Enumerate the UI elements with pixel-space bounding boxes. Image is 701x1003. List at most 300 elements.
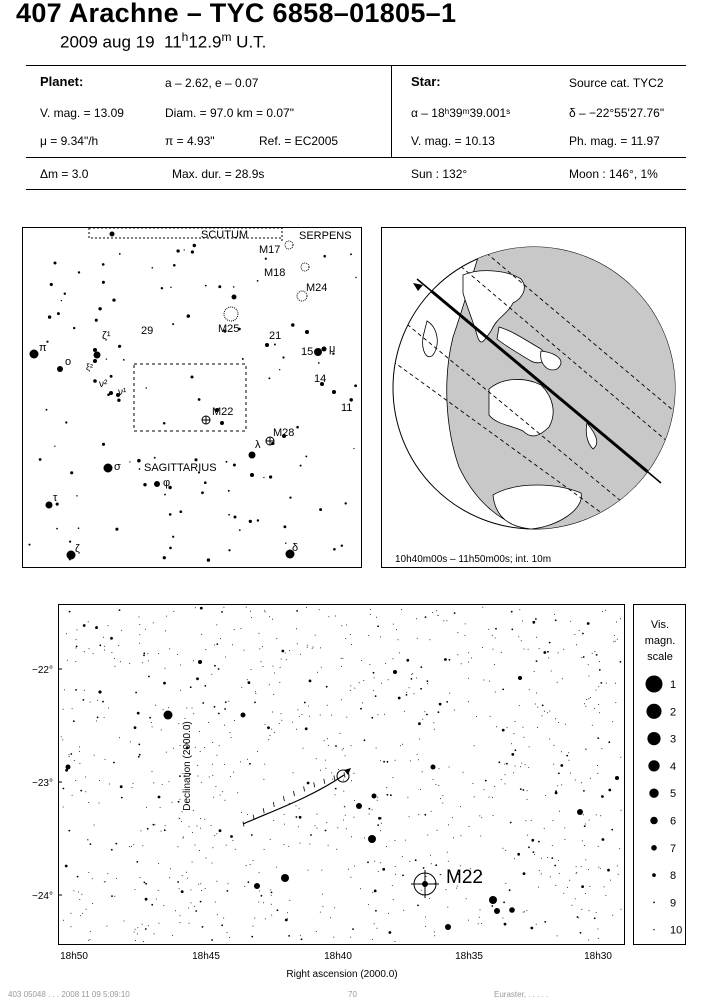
chart-star [76, 648, 77, 649]
chart-star [321, 870, 322, 871]
chart-star [75, 661, 76, 662]
finder-star [61, 300, 62, 301]
chart-star [606, 683, 607, 684]
page-title: 407 Arachne – TYC 6858–01805–1 [16, 0, 457, 28]
finder-star [93, 348, 97, 352]
chart-star [134, 726, 137, 729]
chart-star [522, 621, 523, 622]
chart-star [599, 669, 601, 671]
x-axis-label: Right ascension (2000.0) [286, 969, 398, 980]
chart-star [334, 907, 335, 908]
chart-star [495, 628, 497, 630]
chart-star [139, 634, 140, 635]
chart-star [555, 718, 556, 719]
chart-star [99, 803, 100, 804]
chart-star [257, 751, 258, 752]
chart-star [592, 653, 593, 654]
finder-star [170, 287, 171, 288]
chart-star [454, 710, 455, 711]
chart-star [76, 639, 77, 640]
chart-star [180, 915, 181, 916]
chart-star [142, 924, 143, 925]
chart-star [70, 913, 71, 914]
finder-star [314, 348, 322, 356]
chart-star [515, 766, 516, 767]
chart-star [393, 624, 394, 625]
chart-star [600, 868, 601, 869]
chart-star [92, 903, 93, 904]
chart-star [364, 838, 365, 839]
chart-star [479, 917, 480, 918]
finder-star [257, 280, 259, 282]
chart-star [514, 858, 515, 859]
chart-star [265, 918, 266, 919]
chart-star [599, 712, 600, 713]
chart-star [554, 614, 555, 615]
chart-star [476, 716, 477, 717]
chart-star [75, 689, 77, 691]
chart-star [279, 723, 280, 724]
chart-star [186, 708, 187, 709]
chart-star [539, 870, 540, 871]
chart-star [213, 797, 214, 798]
chart-star [373, 672, 375, 674]
chart-star [544, 828, 545, 829]
chart-star [597, 765, 598, 766]
chart-star [90, 702, 91, 703]
chart-star [78, 892, 79, 893]
chart-star [215, 786, 216, 787]
chart-star [75, 780, 76, 781]
chart-star [323, 906, 324, 907]
chart-star [300, 935, 301, 936]
chart-star [440, 874, 441, 875]
chart-star [415, 859, 417, 861]
chart-star [421, 890, 422, 891]
chart-star [434, 935, 435, 936]
finder-star [173, 264, 176, 267]
chart-star [121, 797, 123, 799]
chart-star [226, 845, 227, 846]
chart-star [598, 938, 599, 939]
finder-star [201, 491, 204, 494]
star-source: Source cat. TYC2 [569, 76, 664, 90]
chart-star [289, 650, 290, 651]
finder-star [154, 457, 156, 459]
chart-star [248, 881, 250, 883]
finder-star [274, 344, 276, 346]
chart-star [220, 638, 221, 639]
chart-star [88, 839, 89, 840]
chart-star [313, 647, 314, 648]
chart-star [247, 759, 248, 760]
chart-star [293, 772, 294, 773]
chart-star [547, 712, 548, 713]
chart-star [230, 835, 233, 838]
chart-star [354, 688, 355, 689]
chart-star [471, 658, 472, 659]
finder-star [104, 464, 113, 473]
finder-star [187, 314, 190, 317]
finder-star [151, 267, 153, 269]
chart-star [312, 648, 313, 649]
chart-star [338, 769, 339, 770]
chart-star [431, 765, 436, 770]
chart-star [292, 722, 293, 723]
finder-star [353, 448, 354, 449]
chart-star [598, 686, 599, 687]
planet-orbit: a – 2.62, e – 0.07 [165, 76, 259, 90]
star-delta: δ – −22°55'27.76" [569, 106, 665, 120]
chart-star [577, 809, 583, 815]
chart-star [437, 830, 438, 831]
chart-star [145, 898, 148, 901]
chart-star [94, 755, 95, 756]
chart-star [460, 806, 461, 807]
chart-star [547, 857, 548, 858]
chart-star [608, 741, 610, 743]
chart-star [363, 680, 364, 681]
chart-star [274, 673, 275, 674]
xtick-18h50: 18h50 [60, 951, 88, 962]
finder-star [119, 253, 121, 255]
chart-star [327, 705, 328, 706]
chart-star [445, 924, 451, 930]
chart-star [331, 772, 332, 773]
chart-star [172, 935, 173, 936]
time-hours: 11 [164, 32, 182, 52]
chart-star [502, 689, 504, 691]
chart-star [577, 916, 579, 918]
chart-star [576, 866, 577, 867]
chart-star [85, 791, 86, 792]
chart-star [542, 705, 544, 707]
chart-star [605, 895, 606, 896]
chart-star [216, 624, 217, 625]
chart-star [169, 877, 170, 878]
chart-star [177, 654, 178, 655]
chart-star [469, 826, 470, 827]
chart-star [177, 881, 179, 883]
chart-star [420, 688, 422, 690]
chart-star [335, 745, 337, 747]
chart-star [201, 890, 202, 891]
chart-star [81, 894, 82, 895]
label-omicron: ο [65, 356, 72, 368]
chart-star [544, 711, 545, 712]
chart-star [350, 877, 351, 878]
chart-star [300, 654, 301, 655]
chart-star [165, 668, 166, 669]
chart-star [212, 863, 213, 864]
chart-star [502, 918, 503, 919]
finder-star [283, 525, 286, 528]
finder-star [193, 244, 196, 247]
chart-star [527, 835, 528, 836]
chart-star [534, 854, 535, 855]
chart-star [427, 680, 429, 682]
chart-star [453, 837, 454, 838]
chart-star [392, 777, 393, 778]
chart-star [120, 661, 121, 662]
chart-star [436, 610, 437, 611]
chart-star [381, 683, 382, 684]
chart-star [193, 713, 194, 714]
chart-star [620, 757, 621, 758]
chart-star [237, 792, 238, 793]
chart-star [482, 647, 483, 648]
footer-middle: 70 [348, 990, 357, 999]
chart-star [276, 867, 277, 868]
chart-star [585, 706, 586, 707]
chart-star [536, 660, 538, 662]
chart-star [461, 663, 462, 664]
chart-star [85, 777, 86, 778]
chart-star [369, 808, 371, 810]
chart-star [135, 929, 136, 930]
chart-star [115, 843, 117, 845]
chart-star [557, 682, 558, 683]
finder-star [102, 443, 105, 446]
finder-star [323, 255, 326, 258]
chart-star [576, 872, 577, 873]
scale-value-4: 4 [670, 760, 677, 773]
chart-star [168, 707, 169, 708]
chart-star [578, 917, 579, 918]
chart-star [86, 909, 87, 910]
chart-star [199, 850, 200, 851]
chart-star [495, 692, 496, 693]
chart-star [185, 718, 186, 719]
chart-star [247, 679, 248, 680]
chart-star [439, 703, 442, 706]
finder-star [102, 281, 105, 284]
chart-star [489, 896, 497, 904]
chart-star [240, 628, 241, 629]
chart-star [163, 709, 164, 710]
chart-star [351, 644, 352, 645]
chart-star [492, 635, 493, 636]
chart-star [273, 694, 274, 695]
chart-star [183, 837, 184, 838]
chart-star [120, 785, 123, 788]
chart-star [109, 784, 110, 785]
chart-star [136, 861, 138, 863]
chart-star [84, 651, 85, 652]
chart-star [474, 745, 475, 746]
chart-star [328, 745, 329, 746]
finder-star [257, 519, 259, 521]
chart-star [410, 760, 411, 761]
chart-star [106, 926, 107, 927]
chart-star [341, 699, 342, 700]
chart-star [225, 701, 227, 703]
chart-star [386, 787, 387, 788]
ytick-minus24: −24° [32, 891, 53, 902]
chart-star [388, 913, 389, 914]
chart-star [529, 746, 530, 747]
chart-star [267, 726, 270, 729]
chart-star [179, 775, 181, 777]
finder-star [118, 345, 121, 348]
chart-star [138, 756, 140, 758]
chart-star [621, 810, 622, 811]
chart-star [447, 852, 448, 853]
chart-star [523, 737, 524, 738]
finder-star [220, 421, 224, 425]
chart-star [158, 863, 159, 864]
chart-star [557, 785, 558, 786]
chart-star [83, 699, 85, 701]
finder-star [78, 271, 80, 273]
chart-star [84, 690, 85, 691]
chart-star [200, 828, 201, 829]
ytick-minus22: −22° [32, 665, 53, 676]
star-alpha: α – 18ʰ39ᵐ39.001ˢ [411, 106, 511, 120]
chart-star [551, 671, 552, 672]
chart-star [553, 764, 554, 765]
chart-star [613, 641, 614, 642]
finder-star [194, 458, 197, 461]
chart-star [621, 909, 622, 910]
chart-star [563, 893, 564, 894]
planet-label: Planet: [40, 74, 84, 89]
chart-star [287, 912, 288, 913]
finder-star [233, 286, 235, 288]
chart-star [137, 927, 138, 928]
chart-star [558, 722, 559, 723]
chart-star [254, 702, 256, 704]
chart-star [561, 751, 562, 752]
chart-star [222, 791, 223, 792]
chart-star [581, 885, 584, 888]
chart-star [277, 909, 279, 911]
chart-star [519, 609, 520, 610]
finder-star [179, 510, 182, 513]
chart-star [422, 771, 423, 772]
chart-star [65, 865, 68, 868]
chart-star [88, 872, 89, 873]
chart-star [495, 637, 496, 638]
chart-star [446, 701, 448, 703]
chart-star [197, 776, 198, 777]
chart-star [104, 646, 105, 647]
chart-star [297, 709, 298, 710]
chart-star [70, 926, 71, 927]
chart-star [594, 651, 595, 652]
time-hours-unit: h [181, 30, 189, 44]
chart-star [68, 754, 69, 755]
chart-star [517, 853, 520, 856]
chart-star [343, 820, 344, 821]
chart-star [82, 913, 83, 914]
chart-star [378, 817, 381, 820]
chart-star [224, 708, 226, 710]
chart-star [98, 690, 101, 693]
chart-star [481, 817, 482, 818]
chart-star [108, 625, 109, 626]
chart-star [142, 662, 143, 663]
finder-star [282, 356, 284, 358]
chart-star [227, 890, 229, 892]
chart-star [158, 796, 161, 799]
chart-star [180, 665, 181, 666]
chart-star [265, 724, 266, 725]
chart-star [139, 624, 140, 625]
chart-star [198, 884, 199, 885]
chart-star [433, 779, 434, 780]
chart-star [372, 809, 373, 810]
chart-star [197, 765, 198, 766]
chart-star [204, 819, 205, 820]
chart-star [389, 931, 392, 934]
chart-star [337, 827, 338, 828]
chart-star [555, 885, 556, 886]
chart-star [216, 833, 217, 834]
chart-star [368, 835, 376, 843]
chart-star [581, 909, 582, 910]
finder-star [69, 558, 71, 560]
scale-dot-1 [646, 676, 663, 693]
chart-star [579, 630, 580, 631]
finder-star [28, 544, 30, 546]
chart-star [502, 848, 503, 849]
chart-star [528, 767, 529, 768]
chart-star [551, 857, 553, 859]
finder-star [218, 285, 221, 288]
chart-star [250, 611, 251, 612]
chart-star [192, 862, 193, 863]
chart-star [280, 667, 281, 668]
chart-star [263, 666, 264, 667]
chart-star [524, 649, 525, 650]
chart-star [375, 695, 377, 697]
chart-star [345, 755, 346, 756]
scale-title-line-1: Vis. [650, 619, 670, 631]
label-sigma: σ [114, 461, 121, 473]
finder-star [226, 461, 228, 463]
chart-star [493, 815, 494, 816]
chart-star [584, 825, 586, 827]
delta-mag: Δm = 3.0 [40, 167, 89, 181]
label-m22: M22 [212, 406, 234, 418]
chart-star [588, 698, 589, 699]
finder-star [249, 520, 252, 523]
chart-star [88, 621, 89, 622]
chart-star [310, 834, 312, 836]
chart-star [307, 782, 310, 785]
chart-star [402, 744, 403, 745]
chart-star [321, 667, 322, 668]
chart-star [380, 862, 381, 863]
chart-star [550, 876, 551, 877]
chart-star [263, 902, 264, 903]
chart-star [418, 759, 419, 760]
chart-star [111, 895, 113, 897]
sun-elongation: Sun : 132° [411, 167, 468, 181]
chart-star [62, 739, 63, 740]
chart-star [250, 864, 251, 865]
chart-star [608, 789, 611, 792]
chart-star [466, 898, 467, 899]
chart-star [148, 660, 149, 661]
finder-star [184, 249, 185, 250]
chart-star [89, 648, 90, 649]
chart-star [79, 899, 80, 900]
chart-star [153, 782, 154, 783]
finder-star [249, 452, 256, 459]
chart-star [74, 760, 75, 761]
